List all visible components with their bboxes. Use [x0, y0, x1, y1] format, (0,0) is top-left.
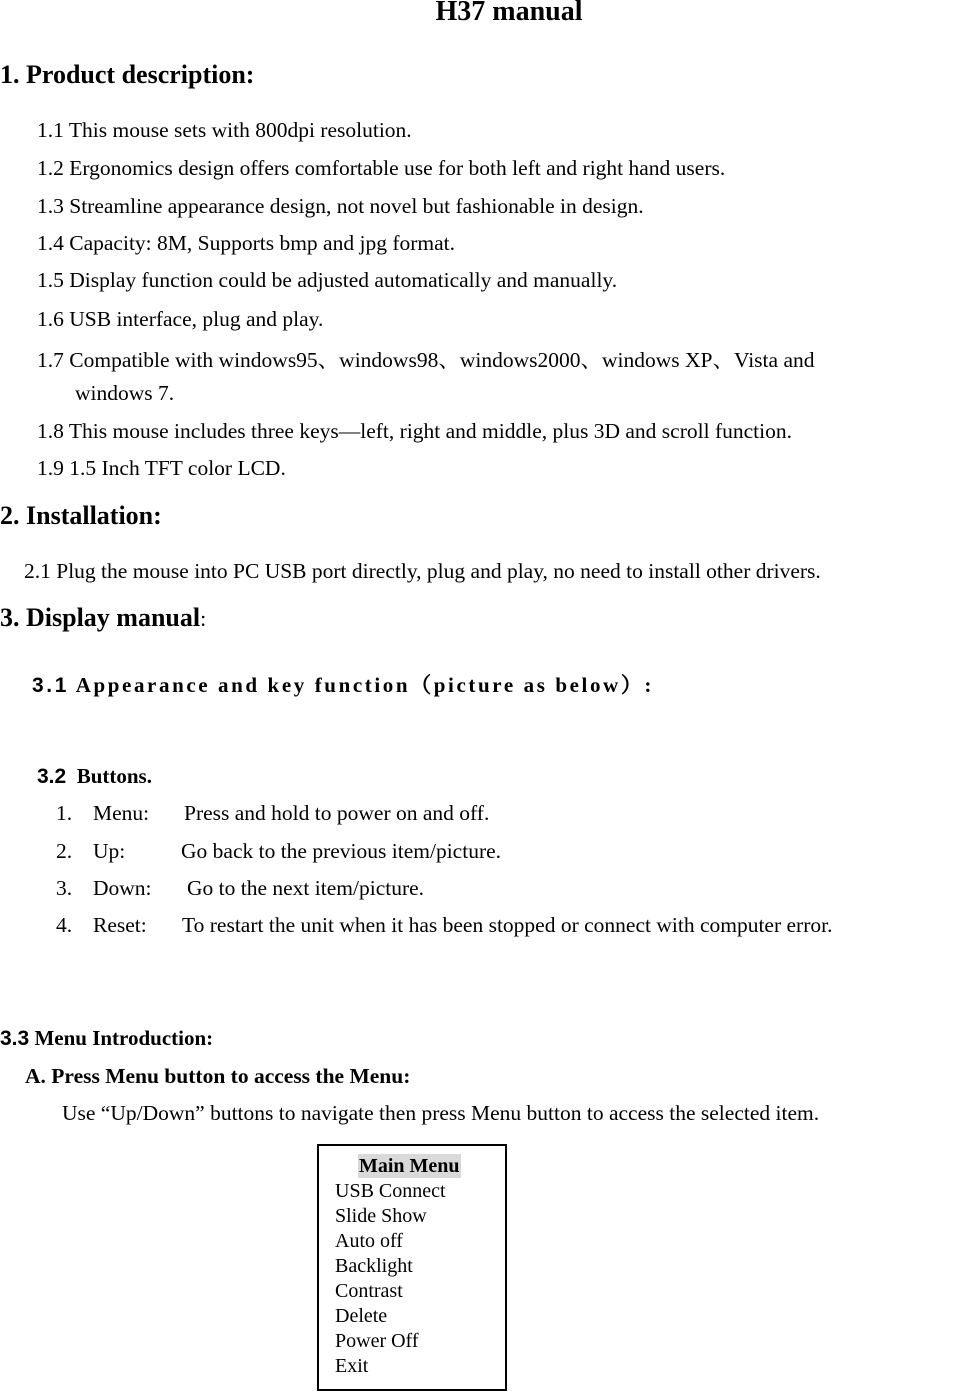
menu-access-description: Use “Up/Down” buttons to navigate then press Menu button to access the selected item.: [62, 1101, 820, 1125]
list-item: 1.9 1.5 Inch TFT color LCD.: [37, 456, 286, 480]
menu-item-contrast: Contrast: [335, 1280, 403, 1302]
menu-item-exit: Exit: [335, 1355, 369, 1377]
menu-access-heading: A. Press Menu button to access the Menu:: [25, 1064, 411, 1088]
button-row-up: 2. Up: Go back to the previous item/picture.: [56, 839, 502, 863]
menu-item-delete: Delete: [335, 1305, 388, 1327]
page-title: H37 manual: [435, 0, 583, 27]
list-item: 1.6 USB interface, plug and play.: [37, 307, 324, 331]
list-item: 1.1 This mouse sets with 800dpi resolution.: [37, 118, 412, 142]
subsection-buttons: 3.2 Buttons.: [37, 764, 152, 788]
menu-item-auto-off: Auto off: [335, 1230, 403, 1252]
button-row-menu: 1. Menu: Press and hold to power on and off.: [56, 801, 490, 825]
menu-item-backlight: Backlight: [335, 1255, 413, 1277]
section-heading-installation: 2. Installation:: [0, 501, 162, 530]
list-item: 1.7 Compatible with windows95、windows98、windows2000、windows XP、Vista and: [37, 348, 815, 372]
list-item: 1.8 This mouse includes three keys—left, right and middle, plus 3D and scroll function.: [37, 419, 792, 443]
list-item: 1.4 Capacity: 8M, Supports bmp and jpg format.: [37, 231, 456, 255]
list-item: 1.3 Streamline appearance design, not novel but fashionable in design.: [37, 194, 644, 218]
menu-item-slide-show: Slide Show: [335, 1205, 427, 1227]
menu-item-power-off: Power Off: [335, 1330, 419, 1352]
button-row-reset: 4. Reset: To restart the unit when it has been stopped or connect with computer error.: [56, 913, 833, 937]
list-item: 1.5 Display function could be adjusted automatically and manually.: [37, 268, 618, 292]
main-menu-box: [317, 1144, 507, 1391]
main-menu-title: Main Menu: [359, 1155, 460, 1177]
installation-item: 2.1 Plug the mouse into PC USB port directly, plug and play, no need to install other drivers.: [24, 559, 821, 583]
subsection-menu-intro: 3.3 Menu Introduction:: [0, 1026, 214, 1050]
menu-item-usb-connect: USB Connect: [335, 1180, 446, 1202]
section-heading-product: 1. Product description:: [0, 60, 255, 89]
list-item-continuation: windows 7.: [75, 381, 175, 405]
subsection-appearance: 3.1 Appearance and key function（picture as below）:: [32, 673, 655, 697]
button-row-down: 3. Down: Go to the next item/picture.: [56, 876, 425, 900]
list-item: 1.2 Ergonomics design offers comfortable use for both left and right hand users.: [37, 156, 726, 180]
section-heading-display: 3. Display manual:: [0, 603, 207, 632]
